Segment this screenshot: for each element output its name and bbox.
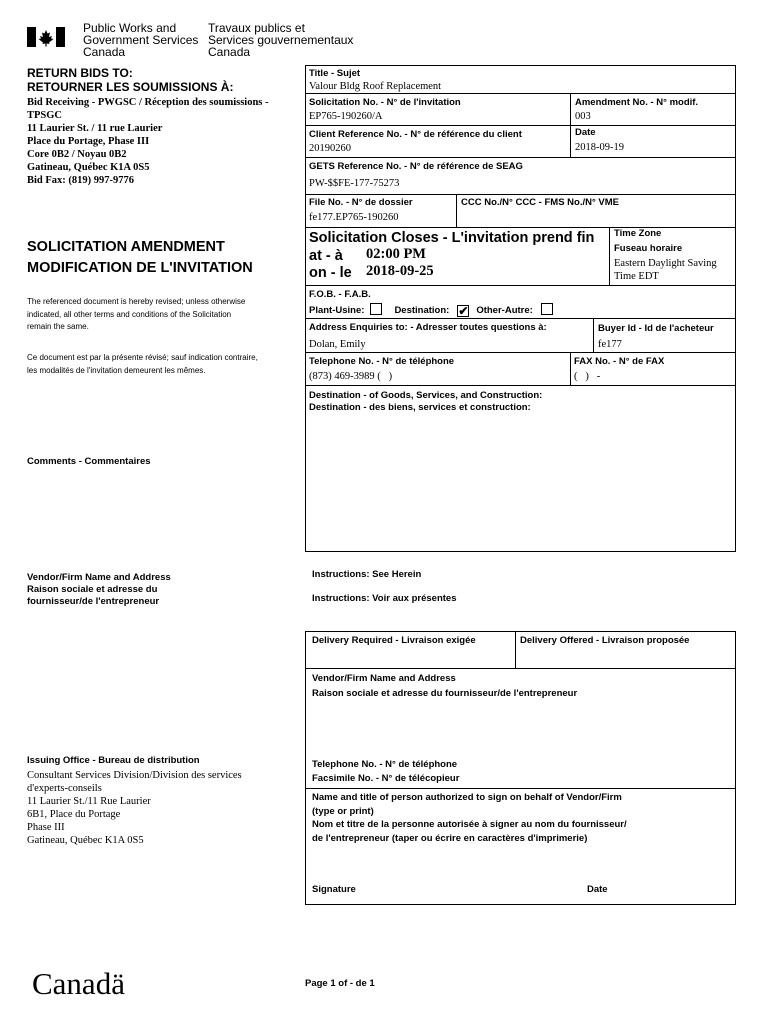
date-value: 2018-09-19	[575, 142, 624, 153]
date-label: Date	[575, 127, 596, 138]
client-ref-label: Client Reference No. - N° de référence du client	[309, 129, 522, 140]
closes-at-label: at - à	[309, 248, 343, 264]
other-autre-checkbox[interactable]	[541, 303, 553, 315]
solicitation-no-value: EP765-190260/A	[309, 111, 383, 122]
title-label: Title - Sujet	[309, 68, 361, 79]
return-bids-title: RETURN BIDS TO: RETOURNER LES SOUMISSIONS À:	[27, 66, 234, 94]
amendment-no-value: 003	[575, 111, 591, 122]
instructions-en: Instructions: See Herein	[312, 569, 422, 580]
closes-date-value: 2018-09-25	[366, 263, 434, 279]
telephone-label: Telephone No. - N° de téléphone	[309, 356, 455, 367]
gets-ref-label: GETS Reference No. - N° de référence de SEAG	[309, 161, 523, 172]
file-no-label: File No. - N° de dossier	[309, 197, 413, 208]
department-name-fr: Travaux publics et Services gouvernementaux Canada	[208, 21, 354, 59]
client-ref-value: 20190260	[309, 143, 351, 154]
buyer-id-label: Buyer Id - Id de l'acheteur	[598, 323, 714, 334]
plant-usine-label: Plant-Usine:	[309, 305, 365, 316]
destination-goods-label: Destination - of Goods, Services, and Construction: Destination - des biens, services et construction:	[309, 390, 543, 413]
solicitation-no-label: Solicitation No. - N° de l'invitation	[309, 97, 461, 108]
return-bids-address: Bid Receiving - PWGSC / Réception des soumissions - TPSGC 11 Laurier St. / 11 rue Laurier Place du Portage, Phase III Core 0B2 / Noyau 0B2 Gatineau, Québec K1A 0S5 Bid Fax: (819) 997-9776	[27, 97, 269, 186]
title-value: Valour Bldg Roof Replacement	[309, 81, 442, 92]
buyer-id-value: fe177	[598, 339, 622, 350]
closes-label: Solicitation Closes - L'invitation prend fin	[309, 230, 595, 246]
other-autre-label: Other-Autre:	[476, 305, 533, 316]
department-name-en: Public Works and Government Services Canada	[83, 21, 199, 59]
signature-label: Signature	[312, 884, 356, 895]
issuing-office-label: Issuing Office - Bureau de distribution	[27, 755, 200, 766]
fob-label: F.O.B. - F.A.B.	[309, 289, 371, 300]
fob-options	[309, 303, 558, 317]
instructions-fr: Instructions: Voir aux présentes	[312, 593, 457, 604]
plant-usine-checkbox[interactable]	[370, 303, 382, 315]
enquiries-label: Address Enquiries to: - Adresser toutes questions à:	[309, 322, 547, 333]
gets-ref-value: PW-$$FE-177-75273	[309, 178, 400, 189]
delivery-offered-label: Delivery Offered - Livraison proposée	[520, 635, 690, 646]
time-zone-label: Time Zone Fuseau horaire	[614, 228, 683, 254]
delivery-required-label: Delivery Required - Livraison exigée	[312, 635, 476, 646]
vendor-left-label: Vendor/Firm Name and Address Raison sociale et adresse du fournisseur/de l'entrepreneur	[27, 572, 171, 607]
comments-label: Comments - Commentaires	[27, 456, 151, 467]
signature-date-label: Date	[587, 884, 608, 895]
page-number: Page 1 of - de 1	[305, 978, 375, 989]
destination-label: Destination:	[394, 305, 450, 316]
ccc-no-label: CCC No./N° CCC - FMS No./N° VME	[461, 197, 620, 208]
amendment-notice-fr: Ce document est par la présente révisé; sauf indication contraire, les modalités de l'invitation demeurent les mêmes.	[27, 353, 258, 375]
fax-label: FAX No. - N° de FAX	[574, 356, 665, 367]
fax-value: ( ) -	[574, 371, 601, 382]
telephone-value: (873) 469-3989 ( )	[309, 371, 393, 382]
issuing-office-address: Consultant Services Division/Division des services d'experts-conseils 11 Laurier St./11 Rue Laurier 6B1, Place du Portage Phase III Gatineau, Québec K1A 0S5	[27, 770, 242, 846]
vendor-name-label: Vendor/Firm Name and Address Raison sociale et adresse du fournisseur/de l'entrepreneur	[312, 673, 578, 699]
closes-on-label: on - le	[309, 265, 352, 281]
amendment-title: SOLICITATION AMENDMENT MODIFICATION DE L'INVITATION	[27, 239, 253, 276]
time-zone-value: Eastern Daylight Saving Time EDT	[614, 258, 717, 282]
enquiries-value: Dolan, Emily	[309, 339, 366, 350]
canada-wordmark: Canadä	[32, 966, 125, 1001]
amendment-no-label: Amendment No. - N° modif.	[575, 97, 699, 108]
authorized-person-label: Name and title of person authorized to sign on behalf of Vendor/Firm (type or print) Nom et titre de la personne autorisée à signer au nom du fournisseur/ de l'entrepreneur (taper ou écrire en caractères d'imprimerie)	[312, 792, 627, 844]
vendor-facsimile-label: Facsimile No. - N° de télécopieur	[312, 773, 460, 784]
amendment-notice-en: The referenced document is hereby revised; unless otherwise indicated, all other terms and conditions of the Solicitation remain the same.	[27, 297, 246, 331]
destination-checkbox[interactable]: ✔	[458, 304, 469, 318]
vendor-telephone-label: Telephone No. - N° de téléphone	[312, 759, 458, 770]
closes-time-value: 02:00 PM	[366, 246, 426, 262]
file-no-value: fe177.EP765-190260	[309, 212, 399, 223]
canada-flag-icon	[27, 27, 65, 47]
